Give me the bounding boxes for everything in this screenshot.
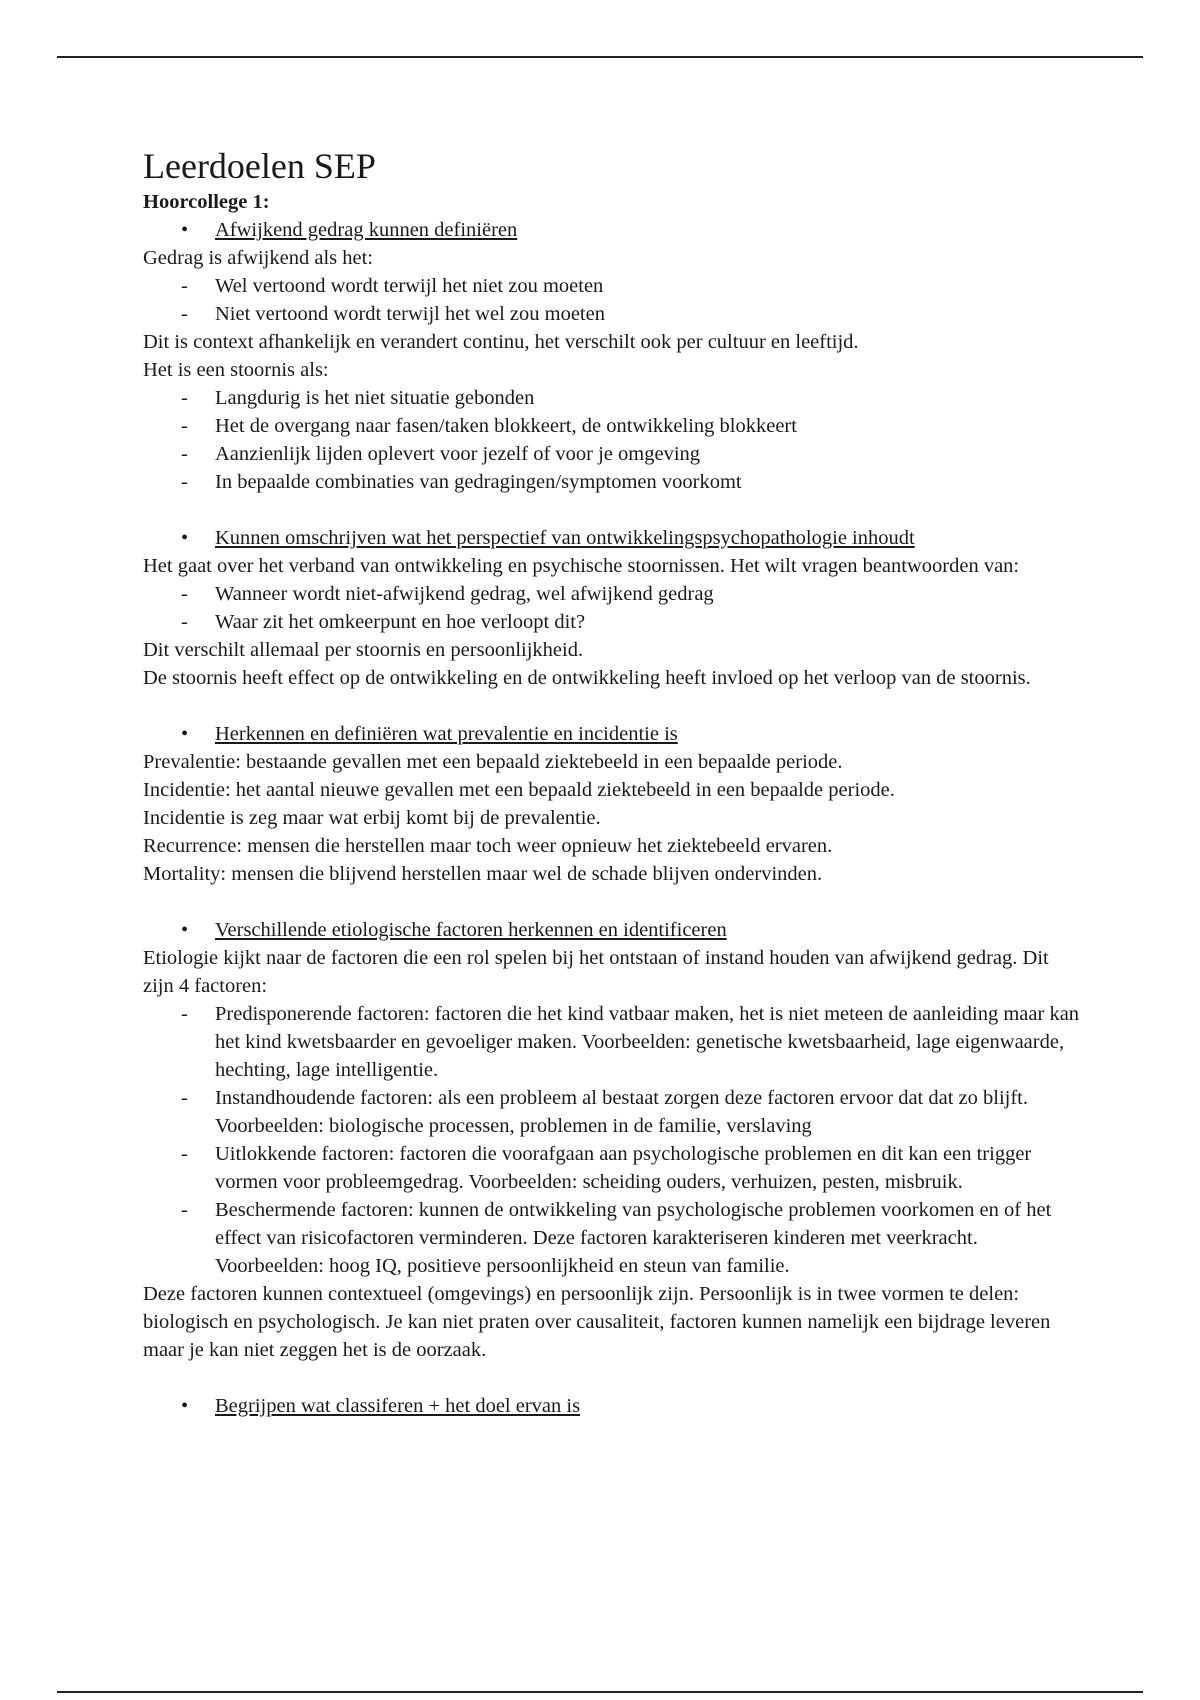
list-item [143,384,1083,412]
bullet-mark: • [181,1395,189,1417]
topic-bullet [143,216,1083,244]
spacer [143,692,1083,720]
list-item-text: Beschermende factoren: kunnen de ontwikkeling van psychologische problemen voorkomen en of het effect van risicofactoren verminderen. Deze factoren karakteriseren kinderen met veerkracht. Voorbeelden: hoog IQ, positieve persoonlijkheid en steun van familie. [215,1199,1052,1277]
list-item [143,1196,1083,1280]
bullet-mark: • [181,723,189,745]
dash-mark: - [181,1143,188,1165]
bullet-mark: • [181,919,189,941]
list-item-text: Wel vertoond wordt terwijl het niet zou moeten [215,275,604,297]
list-item-text: Aanzienlijk lijden oplevert voor jezelf of voor je omgeving [215,443,701,465]
dash-mark: - [181,1003,188,1025]
dash-list [143,272,1083,328]
paragraph: Incidentie: het aantal nieuwe gevallen met een bepaald ziektebeeld in een bepaalde periode. [143,779,895,801]
list-item-text: Niet vertoond wordt terwijl het wel zou moeten [215,303,605,325]
topic-bullet [143,916,1083,944]
list-item-text: Predisponerende factoren: factoren die het kind vatbaar maken, het is niet meteen de aanleiding maar kan het kind kwetsbaarder en gevoeliger maken. Voorbeelden: genetische kwetsbaarheid, lage eigenwaarde, hechting, lage intelligentie. [215,1003,1080,1081]
topic-heading: Kunnen omschrijven wat het perspectief van ontwikkelingspsychopathologie inhoudt [215,527,915,549]
topic-heading: Begrijpen wat classiferen + het doel ervan is [215,1395,581,1417]
list-item [143,300,1083,328]
paragraph: Gedrag is afwijkend als het: [143,247,373,269]
paragraph: Mortality: mensen die blijvend herstellen maar wel de schade blijven ondervinden. [143,863,823,885]
paragraph: Dit is context afhankelijk en verandert continu, het verschilt ook per cultuur en leeftijd. [143,331,859,353]
paragraph: Incidentie is zeg maar wat erbij komt bij de prevalentie. [143,807,601,829]
list-item-text: In bepaalde combinaties van gedragingen/symptomen voorkomt [215,471,742,493]
list-item-text: Uitlokkende factoren: factoren die voorafgaan aan psychologische problemen en dit kan een trigger vormen voor probleemgedrag. Voorbeelden: scheiding ouders, verhuizen, pesten, misbruik. [215,1143,1032,1193]
lecture-heading: Hoorcollege 1: [143,191,270,213]
list-item-text: Het de overgang naar fasen/taken blokkeert, de ontwikkeling blokkeert [215,415,797,437]
page-title: Leerdoelen SEP [143,146,376,186]
document-body [143,144,1083,1420]
dash-mark: - [181,1199,188,1221]
dash-mark: - [181,471,188,493]
list-item [143,468,1083,496]
list-item [143,440,1083,468]
spacer [143,888,1083,916]
dash-mark: - [181,443,188,465]
topic-bullet [143,720,1083,748]
footer-rule [57,1691,1143,1693]
spacer [143,1364,1083,1392]
dash-list [143,580,1083,636]
list-item [143,1000,1083,1084]
paragraph: Dit verschilt allemaal per stoornis en persoonlijkheid. [143,639,584,661]
paragraph: Deze factoren kunnen contextueel (omgevings) en persoonlijk zijn. Persoonlijk is in twee vormen te delen: biologisch en psychologisch. Je kan niet praten over causaliteit, factoren kunnen namelijk een bijdrage leveren maar je kan niet zeggen het is de oorzaak. [143,1283,1051,1361]
dash-mark: - [181,611,188,633]
dash-mark: - [181,583,188,605]
paragraph: De stoornis heeft effect op de ontwikkeling en de ontwikkeling heeft invloed op het verloop van de stoornis. [143,667,1031,689]
list-item-text: Wanneer wordt niet-afwijkend gedrag, wel afwijkend gedrag [215,583,714,605]
paragraph: Recurrence: mensen die herstellen maar toch weer opnieuw het ziektebeeld ervaren. [143,835,833,857]
list-item-text: Instandhoudende factoren: als een probleem al bestaat zorgen deze factoren ervoor dat dat zo blijft. Voorbeelden: biologische processen, problemen in de familie, verslaving [215,1087,1029,1137]
paragraph: Etiologie kijkt naar de factoren die een rol spelen bij het ontstaan of instand houden van afwijkend gedrag. Dit zijn 4 factoren: [143,947,1049,997]
dash-mark: - [181,387,188,409]
topic-bullet [143,1392,1083,1420]
list-item [143,412,1083,440]
paragraph: Het is een stoornis als: [143,359,329,381]
dash-mark: - [181,1087,188,1109]
dash-list [143,1000,1083,1280]
paragraph: Prevalentie: bestaande gevallen met een bepaald ziektebeeld in een bepaalde periode. [143,751,843,773]
list-item [143,272,1083,300]
topic-heading: Herkennen en definiëren wat prevalentie en incidentie is [215,723,678,745]
bullet-mark: • [181,219,189,241]
dash-mark: - [181,303,188,325]
topic-heading: Verschillende etiologische factoren herkennen en identificeren [215,919,727,941]
list-item-text: Waar zit het omkeerpunt en hoe verloopt dit? [215,611,586,633]
dash-list [143,384,1083,496]
list-item [143,1084,1083,1140]
topic-heading: Afwijkend gedrag kunnen definiëren [215,219,518,241]
bullet-mark: • [181,527,189,549]
list-item [143,1140,1083,1196]
header-rule [57,56,1143,58]
list-item [143,580,1083,608]
list-item [143,608,1083,636]
topic-bullet [143,524,1083,552]
paragraph: Het gaat over het verband van ontwikkeling en psychische stoornissen. Het wilt vragen beantwoorden van: [143,555,1020,577]
spacer [143,496,1083,524]
list-item-text: Langdurig is het niet situatie gebonden [215,387,535,409]
dash-mark: - [181,275,188,297]
dash-mark: - [181,415,188,437]
